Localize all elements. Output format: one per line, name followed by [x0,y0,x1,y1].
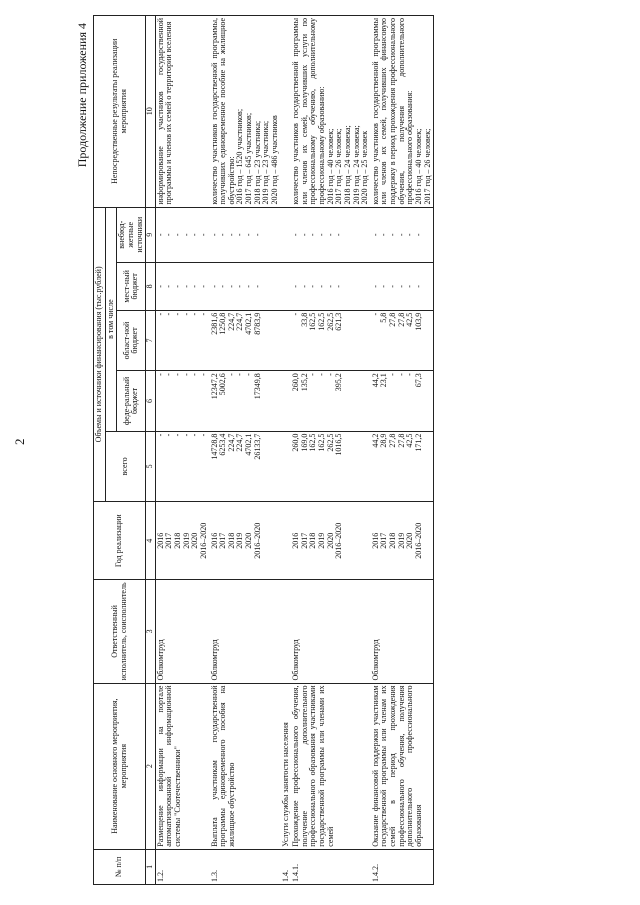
result-cell [371,16,434,208]
total-cell-value: 4702,1 [244,433,253,456]
regional-cell-value: - [181,312,191,316]
year-cell-value: 2016–2020 [198,522,208,559]
col-number: 3 [146,580,156,683]
total-cell-value: 260,0 [291,433,301,452]
local-cell-value: - [299,285,309,288]
regional-cell-value: - [198,312,208,316]
local-cell-value: - [209,285,219,288]
regional-cell [210,310,281,370]
federal-cell-value: - [181,373,191,376]
appendix-title: Продолжение приложения 4 [75,23,89,168]
year-cell-value: 2020 [190,532,200,549]
result-item: 2017 год – 26 человек; [422,128,432,205]
federal-cell [210,371,281,431]
extra-cell-value: - [209,233,219,237]
row-number: 1.3. [210,849,281,884]
table-row [281,16,292,885]
total-cell [371,431,434,502]
empty-cell [281,310,292,370]
federal-cell-value: 395,2 [334,373,344,392]
result-item: 2016 год – 1520 участников; [235,108,245,205]
col-number: 7 [146,310,156,370]
local-cell-value: - [291,285,301,288]
row-number: 1.2. [155,849,209,884]
year-cell-value: 2019 [235,532,245,549]
local-cell-value: - [334,285,344,288]
extra-cell-value: - [155,233,165,237]
regional-cell-value: 224,7 [235,312,245,331]
empty-cell [281,371,292,431]
col-number: 6 [146,371,156,431]
year-cell-value: 2018 [308,532,318,549]
extra-cell [155,207,209,262]
extra-cell-value: - [291,233,301,237]
regional-cell-value: 621,3 [334,312,344,331]
regional-cell [371,310,434,370]
federal-cell-value: 12347,2 [209,373,219,400]
total-cell-value: 28,9 [379,433,389,448]
result-item: 2016 год – 40 человек; [325,128,335,205]
table-row [210,16,281,885]
extra-cell [291,207,371,262]
local-cell-value: - [317,285,326,288]
federal-cell-value: - [226,373,236,376]
result-item: 2017 год – 26 человек; [334,128,344,205]
header-name: Наименование основного мероприятия, мероприятия [94,683,146,849]
extra-cell-value: - [181,233,191,237]
regional-cell-value: - [291,312,301,316]
regional-cell-value: 42,5 [405,312,415,327]
extra-cell-value: - [226,233,236,237]
col-number: 5 [146,431,156,502]
result-item: 2020 год – 486 участников [269,115,279,205]
rotated-page [75,15,630,885]
year-cell [371,502,434,580]
header-extra: внебюд-жетные источники [117,207,146,262]
row-number: 1.4.1. [291,849,371,884]
table-row [291,16,371,885]
federal-cell-value: 135,2 [299,373,309,392]
local-cell-value: - [155,285,165,288]
year-cell-value: 2017 [299,532,309,549]
local-cell-value: - [198,285,208,288]
extra-cell-value: - [405,233,415,237]
row-name: Услуги службы занятости населения [281,683,292,849]
federal-cell [291,371,371,431]
extra-cell-value: - [218,233,228,237]
total-cell-value: - [164,433,174,437]
total-cell-value: - [173,433,182,437]
total-cell-value: 1016,5 [334,433,344,456]
col-number: 10 [146,16,156,208]
extra-cell-value: - [317,233,326,237]
federal-cell-value: 44,2 [370,373,380,388]
federal-cell-value: 17349,8 [252,373,262,400]
local-cell-value: - [181,285,191,288]
result-item: 2019 год – 24 человека; [351,125,361,205]
header-total: всего [105,431,146,502]
year-cell-value: 2019 [181,532,191,549]
federal-cell-value: 23,1 [379,373,389,388]
federal-cell-value: - [388,373,397,376]
federal-cell-value: - [244,373,253,376]
local-cell-value: - [379,285,389,288]
federal-cell-value: - [405,373,415,376]
column-number-row [146,16,156,885]
regional-cell [291,310,371,370]
federal-cell-value: - [190,373,200,376]
regional-cell-value: 103,9 [413,312,423,331]
result-item: 2019 год – 23 участника; [261,120,271,205]
total-cell-value: 262,5 [325,433,335,452]
federal-cell [155,371,209,431]
result-text: количество участников государственной программы или членов их семей, получивших услуги по профессиональному обучению, дополнительному профессиональному образованию: [291,18,326,205]
col-number: 4 [146,502,156,580]
header-including: в том числе [105,207,117,431]
total-cell-value: - [190,433,200,437]
extra-cell-value: - [173,233,182,237]
federal-cell-value: - [164,373,174,376]
table-row [371,16,434,885]
year-cell [291,502,371,580]
row-executor: Облкомтруд [155,580,209,683]
header-funding: Объемы и источники финансирования (тыс.рублей) [94,207,106,502]
year-cell-value: 2016–2020 [252,522,262,559]
col-number: 9 [146,207,156,262]
total-cell-value: - [155,433,165,437]
table-body [155,16,433,885]
regional-cell-value: 8783,9 [252,312,262,335]
total-cell-value: 169,0 [299,433,309,452]
result-item: 2016 год – 40 человек; [413,128,423,205]
local-cell-value: - [252,285,262,288]
total-cell-value: 224,7 [226,433,236,452]
col-number: 8 [146,262,156,310]
year-cell-value: 2020 [405,532,415,549]
total-cell-value: 42,5 [405,433,415,448]
header-federal: феде-ральный бюджет [117,371,146,431]
year-cell [155,502,209,580]
row-executor: Облкомтруд [210,580,281,683]
regional-cell-value: - [155,312,165,316]
table-header [94,16,156,885]
row-name: Размещение информации на портале автоматизированной информационной системы "Соотечественники" [155,683,209,849]
regional-cell-value: 1250,8 [218,312,228,335]
year-cell-value: 2017 [379,532,389,549]
year-cell-value: 2019 [396,532,406,549]
year-cell-value: 2020 [244,532,253,549]
regional-cell-value: 262,5 [325,312,335,331]
local-cell-value: - [370,285,380,288]
year-cell-value: 2016 [209,532,219,549]
year-cell-value: 2016–2020 [334,522,344,559]
row-executor: Облкомтруд [291,580,371,683]
program-table [93,15,434,885]
federal-cell-value: - [325,373,335,376]
extra-cell [371,207,434,262]
federal-cell-value: - [317,373,326,376]
empty-cell [281,580,292,683]
total-cell [210,431,281,502]
header-local: мест-ный бюджет [117,262,146,310]
regional-cell-value: 162,5 [317,312,326,331]
extra-cell-value: - [244,233,253,237]
row-name: Оказание финансовой поддержки участникам государственной программы или членам их семей в период прохождения профессионального обучения, получения дополнительного профессионального образования [371,683,434,849]
result-text: количество участников государственной программы или членов их семей, получивших финансовую поддержку в период прохождения профессионального обучения, получения дополнительного профессионального образования: [370,18,415,205]
regional-cell-value: 5,8 [379,312,389,323]
regional-cell-value: 33,8 [299,312,309,327]
regional-cell-value: - [173,312,182,316]
year-cell-value: 2016 [291,532,301,549]
regional-cell-value: 4702,1 [244,312,253,335]
extra-cell-value: - [252,233,262,237]
federal-cell-value: 67,3 [413,373,423,388]
empty-cell [281,262,292,310]
year-cell-value: 2016 [155,532,165,549]
result-cell [210,16,281,208]
year-cell [210,502,281,580]
result-item: 2018 год – 24 человека; [342,125,352,205]
regional-cell-value: - [190,312,200,316]
empty-cell [281,207,292,262]
regional-cell-value: 27,8 [396,312,406,327]
result-cell [155,16,209,208]
local-cell-value: - [226,285,236,288]
regional-cell-value: 2381,6 [209,312,219,335]
year-cell-value: 2017 [164,532,174,549]
result-text: количество участников государственной программы, получивших единовременное пособие на жилищное обустройство: [209,18,236,205]
year-cell-value: 2017 [218,532,228,549]
federal-cell-value: - [155,373,165,376]
year-cell-value: 2019 [317,532,326,549]
federal-cell-value: - [235,373,245,376]
extra-cell-value: - [396,233,406,237]
local-cell-value: - [388,285,397,288]
header-year: Год реализации [94,502,146,580]
extra-cell-value: - [164,233,174,237]
year-cell-value: 2016 [370,532,380,549]
empty-cell [281,16,292,208]
row-name: Выплата участникам государственной программы единовременного пособия на жилищное обустройство [210,683,281,849]
local-cell-value: - [308,285,318,288]
total-cell-value: 27,8 [388,433,397,448]
total-cell [155,431,209,502]
regional-cell-value: 224,7 [226,312,236,331]
total-cell-value: 224,7 [235,433,245,452]
result-item: 2020 год – 25 человек [360,130,370,205]
extra-cell-value: - [413,233,423,237]
result-cell [291,16,371,208]
extra-cell-value: - [334,233,344,237]
local-cell-value: - [396,285,406,288]
empty-cell [281,502,292,580]
regional-cell-value: 27,8 [388,312,397,327]
regional-cell-value: 162,5 [308,312,318,331]
regional-cell-value: - [164,312,174,316]
row-name: Прохождение профессионального обучения, получение дополнительного профессионального образования участниками государственной программы или членами их семей [291,683,371,849]
header-executor: Ответственный исполнитель, соисполнитель [94,580,146,683]
local-cell-value: - [405,285,415,288]
federal-cell-value: - [198,373,208,376]
federal-cell-value: - [173,373,182,376]
federal-cell [371,371,434,431]
total-cell-value: 171,2 [413,433,423,452]
extra-cell-value: - [370,233,380,237]
local-cell-value: - [218,285,228,288]
col-number: 2 [146,683,156,849]
header-results: Непосредственные результаты реализации мероприятия [94,16,146,208]
year-cell-value: 2016–2020 [413,522,423,559]
local-cell [155,262,209,310]
local-cell-value: - [164,285,174,288]
result-item: 2017 год – 645 участников; [244,112,253,205]
total-cell-value: 26133,7 [252,433,262,460]
empty-cell [281,431,292,502]
extra-cell-value: - [235,233,245,237]
total-cell-value: 6253,4 [218,433,228,456]
total-cell-value: 162,5 [317,433,326,452]
total-cell-value: 27,8 [396,433,406,448]
extra-cell-value: - [190,233,200,237]
result-text: информирование участников государственной программы и членов их семей о территории вселения [155,18,174,205]
row-number: 1.4. [281,849,292,884]
extra-cell [210,207,281,262]
year-cell-value: 2018 [388,532,397,549]
federal-cell-value: - [396,373,406,376]
total-cell-value: - [198,433,208,437]
total-cell [291,431,371,502]
regional-cell-value: - [370,312,380,316]
header-num: № п/п [94,849,146,884]
result-item: 2018 год – 23 участника; [252,120,262,205]
year-cell-value: 2018 [173,532,182,549]
federal-cell-value: 260,0 [291,373,301,392]
regional-cell [155,310,209,370]
extra-cell-value: - [308,233,318,237]
total-cell-value: 162,5 [308,433,318,452]
table-row [155,16,209,885]
local-cell-value: - [190,285,200,288]
extra-cell-value: - [198,233,208,237]
page-number: 2 [12,438,27,445]
row-executor: Облкомтруд [371,580,434,683]
total-cell-value: 44,2 [370,433,380,448]
local-cell [291,262,371,310]
local-cell-value: - [413,285,423,288]
federal-cell-value: - [308,373,318,376]
extra-cell-value: - [325,233,335,237]
local-cell-value: - [235,285,245,288]
extra-cell-value: - [388,233,397,237]
row-number: 1.4.2. [371,849,434,884]
col-number: 1 [146,849,156,884]
local-cell-value: - [173,285,182,288]
federal-cell-value: 5002,6 [218,373,228,396]
local-cell [371,262,434,310]
header-regional: област-ной бюджет [117,310,146,370]
total-cell-value: 14728,8 [209,433,219,460]
extra-cell-value: - [299,233,309,237]
local-cell-value: - [325,285,335,288]
local-cell-value: - [244,285,253,288]
year-cell-value: 2018 [226,532,236,549]
local-cell [210,262,281,310]
extra-cell-value: - [379,233,389,237]
total-cell-value: - [181,433,191,437]
year-cell-value: 2020 [325,532,335,549]
